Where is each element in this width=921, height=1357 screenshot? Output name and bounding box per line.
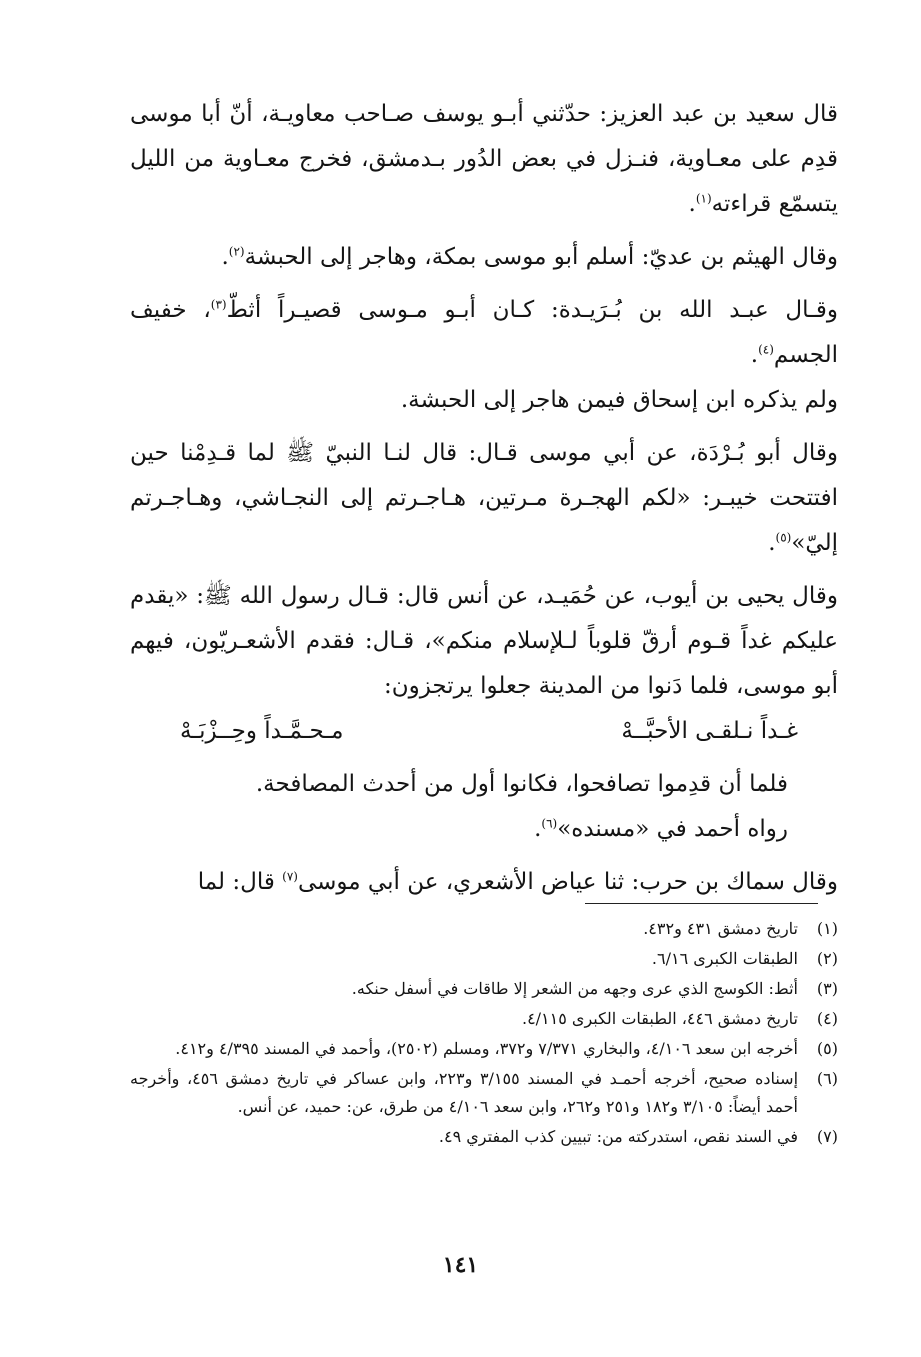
footnote-divider bbox=[585, 903, 818, 904]
footnote-text: أثط: الكوسج الذي عرى وجهه من الشعر إلا طاقات في أسفل حنكه. bbox=[351, 979, 798, 998]
paragraph bbox=[130, 288, 838, 378]
page-number: ١٤١ bbox=[442, 1252, 479, 1278]
footnote-text: تاريخ دمشق ٤٤٦، الطبقات الكبرى ٤/١١٥. bbox=[521, 1009, 798, 1028]
footnote-text: تاريخ دمشق ٤٣١ و٤٣٢. bbox=[643, 919, 798, 938]
footnote-ref[interactable]: (٧) bbox=[282, 869, 298, 884]
punctuation: . bbox=[534, 816, 542, 842]
footnote-item bbox=[130, 915, 838, 943]
footnote-ref[interactable]: (٤) bbox=[758, 342, 774, 357]
paragraph-text: قال سعيد بن عبد العزيز: حدّثني أبـو يوسف صـاحب معاويـة، أنّ أبا موسى قدِم على معـاوية، فنـزل في بعض الدُور بـدمشق، فخرج معـاوية من الليل يتسمّع قراءته bbox=[130, 101, 838, 217]
footnote-text: أخرجه ابن سعد ٤/١٠٦، والبخاري ٧/٣٧١ و٣٧٢، ومسلم (٢٥٠٢)، وأحمد في المسند ٤/٣٩٥ و٤١٢. bbox=[175, 1039, 798, 1058]
paragraph bbox=[130, 860, 838, 905]
footnote-item bbox=[130, 945, 838, 973]
footnote-number: (١) bbox=[816, 919, 838, 938]
paragraph-text: وقال الهيثم بن عديّ: أسلم أبو موسى بمكة، وهاجر إلى الحبشة bbox=[244, 244, 838, 270]
footnote-ref[interactable]: (١) bbox=[695, 191, 712, 206]
footnote-number: (٣) bbox=[816, 979, 838, 998]
footnote-number: (٦) bbox=[816, 1069, 838, 1088]
footnote-ref[interactable]: (٥) bbox=[775, 530, 792, 545]
footnote-item bbox=[130, 1065, 838, 1121]
footnote-ref[interactable]: (٢) bbox=[228, 244, 245, 259]
paragraph bbox=[130, 431, 838, 566]
footnote-text: في السند نقص، استدركته من: تبيين كذب المفتري ٤٩. bbox=[438, 1127, 798, 1146]
paragraph-text: ، خفيف الجسم bbox=[130, 297, 838, 368]
verse-first-hemistich: غـداً نـلقـى الأحبَّــهْ bbox=[621, 718, 798, 744]
footnote-number: (٢) bbox=[816, 949, 838, 968]
paragraph bbox=[130, 574, 838, 709]
paragraph-text: وقال أبو بُـرْدَة، عن أبي موسى قـال: قال لنـا النبيّ ﷺ لما قـدِمْنا حين افتتحت خيبـر: «لكم الهجـرة مـرتين، هـاجـرتم إلى النجـاشي، وهـاجـرتم إليّ» bbox=[130, 440, 838, 556]
footnote-number: (٧) bbox=[816, 1127, 838, 1146]
verse-second-hemistich: مـحـمَّـداً وحِــزْبَـهْ bbox=[180, 718, 344, 744]
paragraph-text: فلما أن قدِموا تصافحوا، فكانوا أول من أحدث المصافحة. bbox=[255, 771, 788, 797]
paragraph-text: قال: لما bbox=[197, 869, 283, 895]
paragraph-text: وقال يحيى بن أيوب، عن حُمَيـد، عن أنس قال: قـال رسول الله ﷺ: «يقدم عليكم غداً قـوم أرقّ قلوباً لـلإسلام منكم»، قـال: فقدم الأشعـريّون، فيهم أبو موسى، فلما دَنوا من المدينة جعلوا يرتجزون: bbox=[130, 583, 838, 699]
footnote-item bbox=[130, 1005, 838, 1033]
paragraph-text: ولم يذكره ابن إسحاق فيمن هاجر إلى الحبشة. bbox=[400, 387, 838, 413]
footnote-ref[interactable]: (٦) bbox=[541, 816, 558, 831]
paragraph-text: وقال سماك بن حرب: ثنا عياض الأشعري، عن أبي موسى bbox=[297, 869, 838, 895]
footnote-text: إسناده صحيح، أخرجه أحمـد في المسند ٣/١٥٥ و٢٢٣، وابن عساكر في تاريخ دمشق ٤٥٦، وأخرجه أحمد أيضاً: ٣/١٠٥ و١٨٢ و٢٥١ و٢٦٢، وابن سعد ٤/١٠٦ من طرق، عن: حميد، عن أنس. bbox=[130, 1069, 799, 1116]
punctuation: . bbox=[688, 191, 696, 217]
footnote-number: (٤) bbox=[816, 1009, 838, 1028]
footnote-text: الطبقات الكبرى ٦/١٦. bbox=[651, 949, 798, 968]
poetry-verse bbox=[130, 709, 838, 754]
punctuation: . bbox=[221, 244, 229, 270]
main-text bbox=[130, 92, 838, 905]
footnote-item bbox=[130, 1123, 838, 1151]
paragraph bbox=[130, 762, 838, 807]
paragraph bbox=[130, 807, 838, 852]
paragraph bbox=[130, 235, 838, 280]
footnote-item bbox=[130, 975, 838, 1003]
paragraph-text: وقـال عبـد الله بن بُـرَيـدة: كـان أبـو مـوسى قصيـراً أثطّ bbox=[226, 297, 838, 323]
paragraph bbox=[130, 378, 838, 423]
paragraph bbox=[130, 92, 838, 227]
punctuation: . bbox=[750, 342, 759, 368]
punctuation: . bbox=[768, 530, 776, 556]
footnote-item bbox=[130, 1035, 838, 1063]
footnote-number: (٥) bbox=[816, 1039, 838, 1058]
paragraph-text: رواه أحمد في «مسنده» bbox=[557, 816, 788, 842]
footnote-ref[interactable]: (٣) bbox=[210, 297, 227, 312]
footnotes bbox=[130, 915, 838, 1153]
